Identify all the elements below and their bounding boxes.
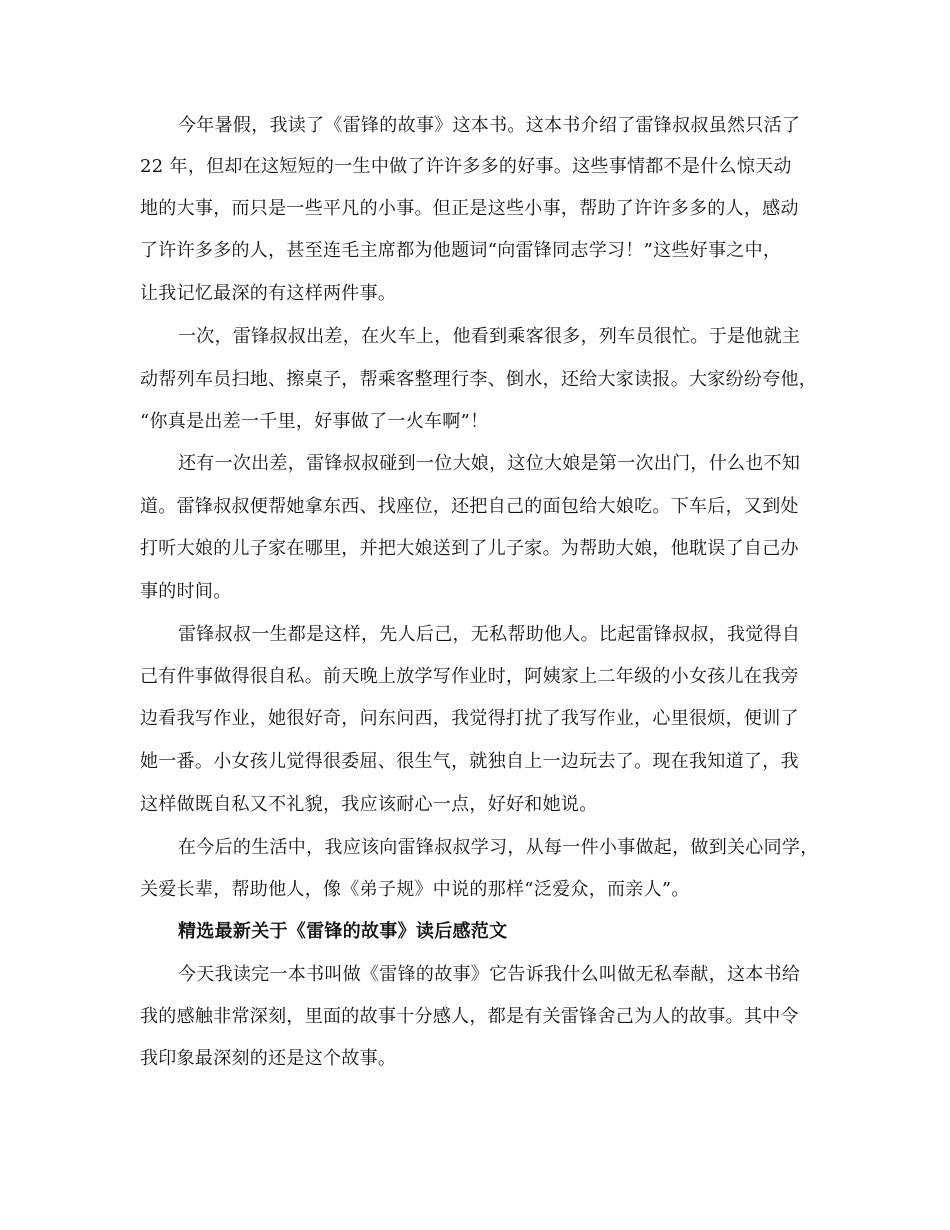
paragraph-2-line-3: “你真是出差一千里，好事做了一火车啊”！ [140, 411, 489, 432]
paragraph-3-line-2: 道。雷锋叔叔便帮她拿东西、找座位，还把自己的面包给大娘吃。下车后，又到处 [140, 496, 799, 517]
section-heading: 精选最新关于《雷锋的故事》读后感范文 [178, 921, 508, 942]
paragraph-6-line-2: 我的感触非常深刻，里面的故事十分感人，都是有关雷锋舍己为人的故事。其中令 [140, 1006, 799, 1027]
paragraph-5-line-2: 关爱长辈，帮助他人，像《弟子规》中说的那样“泛爱众，而亲人”。 [140, 879, 690, 900]
paragraph-1-line-2: 22 年，但却在这短短的一生中做了许许多多的好事。这些事情都不是什么惊天动 [140, 156, 792, 177]
paragraph-4-line-4: 她一番。小女孩儿觉得很委屈、很生气，就独自上一边玩去了。现在我知道了，我 [140, 751, 799, 772]
paragraph-6-line-3: 我印象最深刻的还是这个故事。 [140, 1048, 397, 1069]
paragraph-2-line-2: 动帮列车员扫地、擦桌子，帮乘客整理行李、倒水，还给大家读报。大家纷纷夸他， [140, 369, 818, 390]
paragraph-2-line-1: 一次，雷锋叔叔出差，在火车上，他看到乘客很多，列车员很忙。于是他就主 [178, 326, 801, 347]
paragraph-3-line-3: 打听大娘的儿子家在哪里，并把大娘送到了儿子家。为帮助大娘，他耽误了自己办 [140, 538, 799, 559]
paragraph-4-line-3: 边看我写作业，她很好奇，问东问西，我觉得打扰了我写作业，心里很烦，便训了 [140, 708, 799, 729]
paragraph-4-line-1: 雷锋叔叔一生都是这样，先人后己，无私帮助他人。比起雷锋叔叔，我觉得自 [178, 624, 801, 645]
paragraph-3-line-1: 还有一次出差，雷锋叔叔碰到一位大娘，这位大娘是第一次出门，什么也不知 [178, 453, 801, 474]
paragraph-5-line-1: 在今后的生活中，我应该向雷锋叔叔学习，从每一件小事做起，做到关心同学， [178, 837, 819, 858]
paragraph-1-line-5: 让我记忆最深的有这样两件事。 [140, 283, 397, 304]
paragraph-4-line-2: 己有件事做得很自私。前天晚上放学写作业时，阿姨家上二年级的小女孩儿在我旁 [140, 666, 799, 687]
paragraph-1-line-4: 了许许多多的人，甚至连毛主席都为他题词“向雷锋同志学习！”这些好事之中， [140, 240, 782, 261]
paragraph-6-line-1: 今天我读完一本书叫做《雷锋的故事》它告诉我什么叫做无私奉献，这本书给 [178, 964, 801, 985]
paragraph-1-line-1: 今年暑假，我读了《雷锋的故事》这本书。这本书介绍了雷锋叔叔虽然只活了 [178, 115, 801, 136]
paragraph-4-line-5: 这样做既自私又不礼貌，我应该耐心一点，好好和她说。 [140, 794, 598, 815]
paragraph-3-line-4: 事的时间。 [140, 581, 232, 602]
paragraph-1-line-3: 地的大事，而只是一些平凡的小事。但正是这些小事，帮助了许许多多的人，感动 [140, 198, 799, 219]
